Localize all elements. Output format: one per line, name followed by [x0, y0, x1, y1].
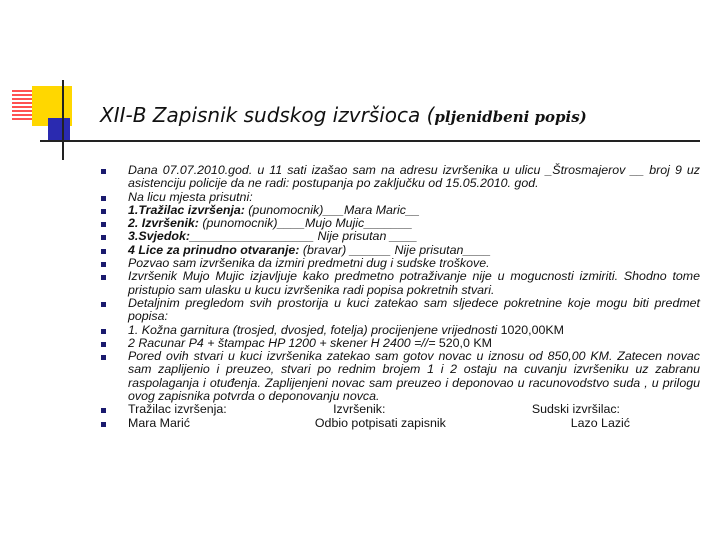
signature-name-debtor: Odbio potpisati zapisnik	[314, 415, 446, 430]
list-item: Dana 07.07.2010.god. u 11 sati izašao sam na adresu izvršenika u ulicu _Štrosmajerov __ broj 9 uz asistenciju policije da ne radi: postupanja po zaključku od 15.05.2010. god.	[100, 164, 700, 191]
signature-label-creditor: Tražilac izvršenja:	[128, 402, 227, 417]
slide-title	[100, 103, 587, 127]
list-item: Pored ovih stvari u kuci izvršenika zatekao sam gotov novac u iznosu od 850,00 KM. Zatecen novac sam zaplijenio i preuzeo, stvari po rednim brojem 1 i 2 ostaju na cuvanju izvršeniku uz zabranu raspolaganja i otuđenja. Zaplijenjeni novac sam preuzeo i deponovao u racunovodstvo suda , u prilogu ovog zapisnika potvrda o deponovanju novca.	[100, 350, 700, 403]
signature-row-names	[100, 417, 700, 430]
signature-label-debtor: Izvršenik:	[333, 402, 386, 417]
logo-blue-square	[48, 118, 70, 140]
list-item: 2. Izvršenik: (punomocnik)____Mujo Mujic_______	[100, 217, 700, 230]
signature-name-officer: Lazo Lazić	[570, 415, 630, 430]
logo-vertical-line	[62, 80, 64, 160]
record-list	[100, 164, 700, 430]
signature-label-officer: Sudski izvršilac:	[531, 402, 620, 417]
list-item: 3.Svjedok:__________________ Nije prisutan ____	[100, 230, 700, 243]
list-item: Izvršenik Mujo Mujic izjavljuje kako predmetno potraživanje nije u mogucnosti izmiriti. Shodno tome pristupio sam ulasku u kucu izvršenika radi popisa pokretnih stvari.	[100, 270, 700, 297]
list-item: 2 Racunar P4 + štampac HP 1200 + skener H 2400 =//= 520,0 KM	[100, 337, 700, 350]
title-small: pljenidbeni popis)	[434, 108, 587, 126]
title-underline	[40, 140, 700, 142]
list-item: 1.Tražilac izvršenja: (punomocnik)___Mara Maric__	[100, 204, 700, 217]
list-item: 4 Lice za prinudno otvaranje: (bravar) ______ Nije prisutan____	[100, 244, 700, 257]
list-item: Na licu mjesta prisutni:	[100, 191, 700, 204]
list-item: Detaljnim pregledom svih prostorija u kuci zatekao sam sljedece pokretnine koje mogu biti predmet popisa:	[100, 297, 700, 324]
signature-name-creditor: Mara Marić	[128, 415, 190, 430]
signature-row-titles	[100, 403, 700, 416]
list-item: Pozvao sam izvršenika da izmiri predmetni dug i sudske troškove.	[100, 257, 700, 270]
title-main: XII-B Zapisnik sudskog izvršioca (	[100, 103, 435, 127]
list-item: 1. Kožna garnitura (trosjed, dvosjed, fotelja) procijenjene vrijednosti 1020,00KM	[100, 324, 700, 337]
